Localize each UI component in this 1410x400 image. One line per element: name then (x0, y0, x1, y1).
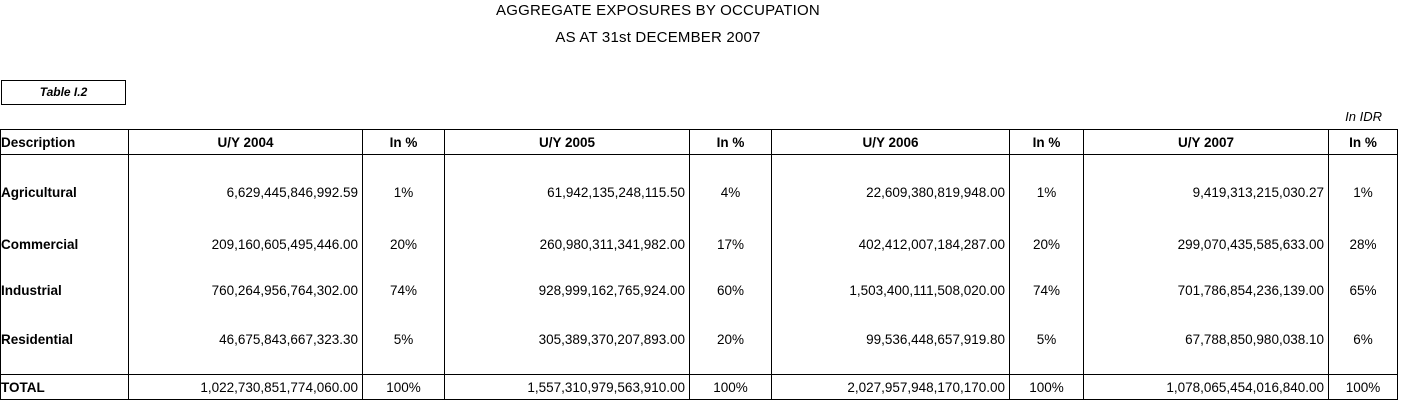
value-cell: 209,160,605,495,446.00 (129, 221, 363, 267)
table-label-box: Table I.2 (1, 80, 126, 105)
total-value-cell: 2,027,957,948,170,170.00 (772, 375, 1010, 400)
col-header-pct-2007: In % (1329, 130, 1398, 155)
report-title: AGGREGATE EXPOSURES BY OCCUPATION (496, 2, 820, 19)
row-label: Commercial (1, 221, 129, 267)
col-header-uy2006: U/Y 2006 (772, 130, 1010, 155)
value-cell: 1,503,400,111,508,020.00 (772, 267, 1010, 313)
table-row (1, 313, 1398, 375)
total-label: TOTAL (1, 375, 129, 400)
percent-cell: 5% (1010, 313, 1084, 375)
percent-cell: 74% (363, 267, 445, 313)
value-cell: 928,999,162,765,924.00 (445, 267, 690, 313)
percent-cell: 20% (690, 313, 772, 375)
currency-unit-note: In IDR (1345, 109, 1382, 124)
header-row (1, 130, 1398, 155)
value-cell: 701,786,854,236,139.00 (1084, 267, 1329, 313)
col-header-pct-2005: In % (690, 130, 772, 155)
exposures-table (0, 129, 1398, 400)
value-cell: 9,419,313,215,030.27 (1084, 155, 1329, 222)
value-cell: 760,264,956,764,302.00 (129, 267, 363, 313)
total-value-cell: 1,022,730,851,774,060.00 (129, 375, 363, 400)
table-row (1, 267, 1398, 313)
value-cell: 305,389,370,207,893.00 (445, 313, 690, 375)
col-header-uy2007: U/Y 2007 (1084, 130, 1329, 155)
col-header-description: Description (1, 130, 129, 155)
percent-cell: 20% (363, 221, 445, 267)
percent-cell: 28% (1329, 221, 1398, 267)
value-cell: 22,609,380,819,948.00 (772, 155, 1010, 222)
table-row (1, 155, 1398, 222)
total-percent-cell: 100% (1329, 375, 1398, 400)
percent-cell: 1% (1010, 155, 1084, 222)
col-header-uy2005: U/Y 2005 (445, 130, 690, 155)
total-percent-cell: 100% (1010, 375, 1084, 400)
total-percent-cell: 100% (363, 375, 445, 400)
total-value-cell: 1,078,065,454,016,840.00 (1084, 375, 1329, 400)
value-cell: 46,675,843,667,323.30 (129, 313, 363, 375)
col-header-pct-2006: In % (1010, 130, 1084, 155)
row-label: Residential (1, 313, 129, 375)
row-label: Agricultural (1, 155, 129, 222)
total-percent-cell: 100% (690, 375, 772, 400)
percent-cell: 74% (1010, 267, 1084, 313)
percent-cell: 4% (690, 155, 772, 222)
value-cell: 6,629,445,846,992.59 (129, 155, 363, 222)
value-cell: 402,412,007,184,287.00 (772, 221, 1010, 267)
value-cell: 260,980,311,341,982.00 (445, 221, 690, 267)
row-label: Industrial (1, 267, 129, 313)
value-cell: 67,788,850,980,038.10 (1084, 313, 1329, 375)
value-cell: 99,536,448,657,919.80 (772, 313, 1010, 375)
percent-cell: 1% (363, 155, 445, 222)
col-header-pct-2004: In % (363, 130, 445, 155)
col-header-uy2004: U/Y 2004 (129, 130, 363, 155)
value-cell: 299,070,435,585,633.00 (1084, 221, 1329, 267)
percent-cell: 20% (1010, 221, 1084, 267)
percent-cell: 5% (363, 313, 445, 375)
percent-cell: 65% (1329, 267, 1398, 313)
value-cell: 61,942,135,248,115.50 (445, 155, 690, 222)
percent-cell: 1% (1329, 155, 1398, 222)
percent-cell: 17% (690, 221, 772, 267)
percent-cell: 6% (1329, 313, 1398, 375)
percent-cell: 60% (690, 267, 772, 313)
report-subtitle: AS AT 31st DECEMBER 2007 (555, 29, 761, 46)
total-value-cell: 1,557,310,979,563,910.00 (445, 375, 690, 400)
total-row (1, 375, 1398, 400)
table-row (1, 221, 1398, 267)
